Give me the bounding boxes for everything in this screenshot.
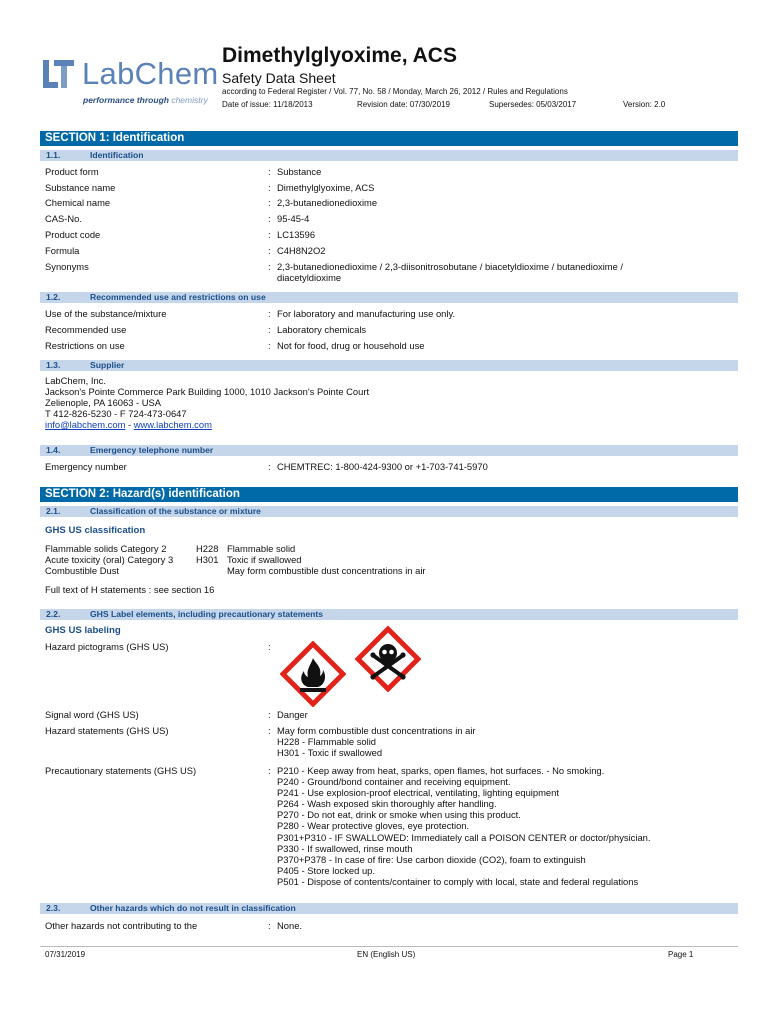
colon: : xyxy=(268,166,271,177)
hazard-statement: May form combustible dust concentrations in air xyxy=(277,725,476,736)
product-code-label: Product code xyxy=(45,229,101,240)
chemical-name-value: 2,3-butanedionedioxime xyxy=(277,197,378,208)
subsection-1-1-header: 1.1. Identification xyxy=(40,150,738,161)
ghs-classification-header: GHS US classification xyxy=(45,525,146,536)
supplier-phone: T 412-826-5230 - F 724-473-0647 xyxy=(45,408,187,420)
subsection-2-2-header: 2.2. GHS Label elements, including precautionary statements xyxy=(40,609,738,620)
hazard-statement: H301 - Toxic if swallowed xyxy=(277,747,383,759)
recommended-use-label: Recommended use xyxy=(45,324,127,335)
precaution: P405 - Store locked up. xyxy=(277,864,375,876)
cas-no-label: CAS-No. xyxy=(45,213,82,224)
pictograms-label: Hazard pictograms (GHS US) xyxy=(45,641,169,652)
colon: : xyxy=(268,461,271,472)
section-1-header: SECTION 1: Identification xyxy=(40,131,738,146)
formula-label: Formula xyxy=(45,245,80,256)
precaution: P241 - Use explosion-proof electrical, ventilating, lighting equipment xyxy=(277,787,559,799)
colon: : xyxy=(268,324,271,335)
footer-divider xyxy=(40,946,738,947)
colon: : xyxy=(268,182,271,193)
colon: : xyxy=(268,765,271,776)
supplier-name: LabChem, Inc. xyxy=(45,375,106,386)
subsection-1-3-header: 1.3. Supplier xyxy=(40,360,738,371)
ghs-labeling-header: GHS US labeling xyxy=(45,625,121,636)
product-form-value: Substance xyxy=(277,166,322,177)
supplier-city: Zelienople, PA 16063 - USA xyxy=(45,397,162,409)
signal-word-label: Signal word (GHS US) xyxy=(45,709,139,720)
colon: : xyxy=(268,340,271,351)
subsection-2-3-header: 2.3. Other hazards which do not result in classification xyxy=(40,903,738,914)
hazard-statements-label: Hazard statements (GHS US) xyxy=(45,725,169,736)
colon: : xyxy=(268,920,271,931)
footer-date: 07/31/2019 xyxy=(45,950,86,959)
precaution: P370+P378 - In case of fire: Use carbon dioxide (CO2), foam to extinguish xyxy=(277,853,586,865)
document-title: Dimethylglyoxime, ACS xyxy=(222,44,457,67)
formula-value: C4H8N2O2 xyxy=(277,245,326,256)
emergency-number-label: Emergency number xyxy=(45,461,127,472)
product-code-value: LC13596 xyxy=(277,229,316,240)
subsection-1-2-header: 1.2. Recommended use and restrictions on use xyxy=(40,292,738,303)
precaution: P501 - Dispose of contents/container to comply with local, state and federal regulations xyxy=(277,875,639,887)
supplier-email-link[interactable]: info@labchem.com xyxy=(45,419,126,431)
synonyms-value: 2,3-butanedionedioxime / 2,3-diisonitrosobutane / biacetyldioxime / butanedioxime / diacetyldioxime xyxy=(277,261,624,283)
use-of-substance-value: For laboratory and manufacturing use only. xyxy=(277,308,456,319)
restrictions-value: Not for food, drug or household use xyxy=(277,340,425,351)
regulation-reference: according to Federal Register / Vol. 77, No. 58 / Monday, March 26, 2012 / Rules and Regulations xyxy=(222,87,568,96)
footer-language: EN (English US) xyxy=(357,950,416,959)
classification-texts: Flammable solid Toxic if swallowed May form combustible dust concentrations in air xyxy=(227,543,426,577)
flame-icon xyxy=(280,641,346,707)
full-text-note: Full text of H statements : see section 16 xyxy=(45,584,215,595)
supplier-address: Jackson's Pointe Commerce Park Building 1000, 1010 Jackson's Pointe Court xyxy=(45,386,370,398)
precaution: P301+P310 - IF SWALLOWED: Immediately call a POISON CENTER or doctor/physician. xyxy=(277,831,651,843)
chemical-name-label: Chemical name xyxy=(45,197,111,208)
precaution: P280 - Wear protective gloves, eye protection. xyxy=(277,820,470,832)
colon: : xyxy=(268,308,271,319)
subsection-2-1-header: 2.1. Classification of the substance or mixture xyxy=(40,506,738,517)
product-form-label: Product form xyxy=(45,166,99,177)
supplier-block xyxy=(45,375,369,430)
subsection-1-4-header: 1.4. Emergency telephone number xyxy=(40,445,738,456)
colon: : xyxy=(268,725,271,736)
colon: : xyxy=(268,709,271,720)
revision-date: Revision date: 07/30/2019 xyxy=(357,100,450,109)
link-separator: - xyxy=(125,419,134,431)
substance-name-value: Dimethylglyoxime, ACS xyxy=(277,182,375,193)
cas-no-value: 95-45-4 xyxy=(277,213,310,224)
colon: : xyxy=(268,245,271,256)
logo-wordmark: LabChem xyxy=(82,56,219,91)
labchem-logo-icon xyxy=(42,58,76,90)
document-subtitle: Safety Data Sheet xyxy=(222,70,336,86)
hazard-statement: H228 - Flammable solid xyxy=(277,736,376,748)
footer-page-number: Page 1 xyxy=(668,950,694,959)
classification-classes: Flammable solids Category 2 Acute toxicity (oral) Category 3 Combustible Dust xyxy=(45,543,174,577)
section-2-header: SECTION 2: Hazard(s) identification xyxy=(40,487,738,502)
version: Version: 2.0 xyxy=(623,100,666,109)
classification-codes: H228 H301 xyxy=(196,543,219,566)
precaution: P330 - If swallowed, rinse mouth xyxy=(277,842,413,854)
precaution: P240 - Ground/bond container and receiving equipment. xyxy=(277,776,511,788)
precautionary-statements-label: Precautionary statements (GHS US) xyxy=(45,765,197,776)
emergency-number-value: CHEMTREC: 1-800-424-9300 or +1-703-741-5970 xyxy=(277,461,488,472)
precautionary-statements-list xyxy=(277,765,727,887)
logo-tagline: performance through chemistry xyxy=(83,95,208,105)
supplier-website-link[interactable]: www.labchem.com xyxy=(133,419,212,431)
other-hazards-value: None. xyxy=(277,920,303,931)
precaution: P270 - Do not eat, drink or smoke when using this product. xyxy=(277,809,521,821)
skull-crossbones-icon xyxy=(355,626,421,692)
signal-word-value: Danger xyxy=(277,709,308,720)
colon: : xyxy=(268,229,271,240)
recommended-use-value: Laboratory chemicals xyxy=(277,324,367,335)
date-of-issue: Date of issue: 11/18/2013 xyxy=(222,100,313,109)
precaution: P210 - Keep away from heat, sparks, open flames, hot surfaces. - No smoking. xyxy=(277,765,605,776)
precaution: P264 - Wash exposed skin thoroughly after handling. xyxy=(277,798,497,810)
restrictions-label: Restrictions on use xyxy=(45,340,125,351)
colon: : xyxy=(268,213,271,224)
use-of-substance-label: Use of the substance/mixture xyxy=(45,308,167,319)
colon: : xyxy=(268,197,271,208)
colon: : xyxy=(268,261,271,272)
substance-name-label: Substance name xyxy=(45,182,116,193)
other-hazards-label: Other hazards not contributing to the xyxy=(45,920,198,931)
supersedes-date: Supersedes: 05/03/2017 xyxy=(489,100,577,109)
colon: : xyxy=(268,641,271,652)
hazard-statements-list xyxy=(277,725,697,758)
synonyms-label: Synonyms xyxy=(45,261,89,272)
